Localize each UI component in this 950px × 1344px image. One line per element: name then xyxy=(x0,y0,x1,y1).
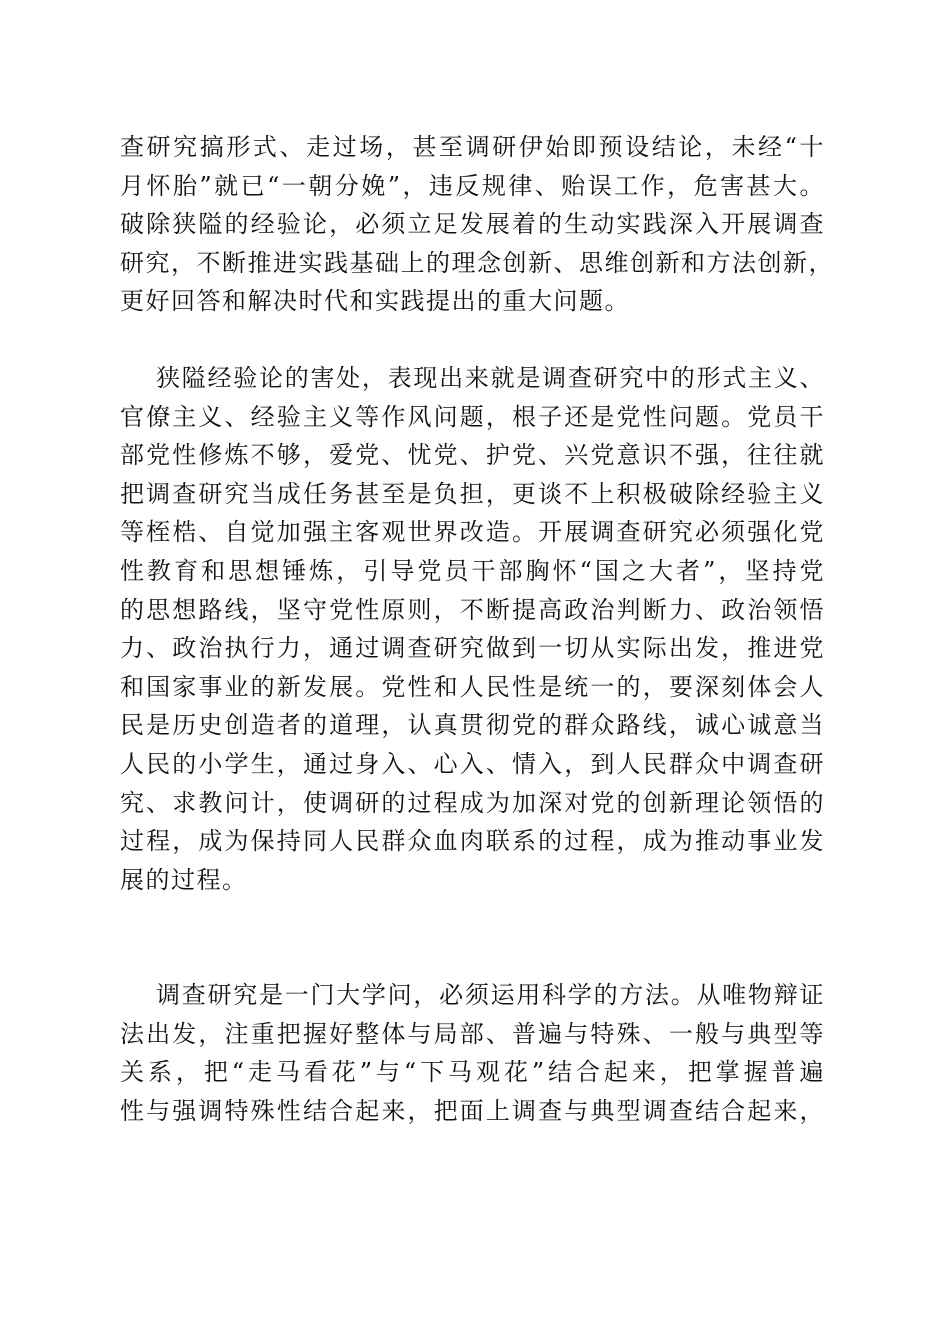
text-line: 和国家事业的新发展。党性和人民性是统一的，要深刻体会人 xyxy=(120,672,825,701)
text-line: 民是历史创造者的道理，认真贯彻党的群众路线，诚心诚意当 xyxy=(120,711,825,740)
text-line: 狭隘经验论的害处，表现出来就是调查研究中的形式主义、 xyxy=(156,364,825,392)
paragraph-scientific-method xyxy=(120,976,825,1130)
text-line: 更好回答和解决时代和实践提出的重大问题。 xyxy=(120,287,630,316)
text-line: 过程，成为保持同人民群众血肉联系的过程，成为推动事业发 xyxy=(120,827,825,856)
text-line: 研究，不断推进实践基础上的理念创新、思维创新和方法创新， xyxy=(120,248,834,277)
paragraph-party-spirit xyxy=(120,359,825,899)
text-line: 月怀胎”就已“一朝分娩”，违反规律、贻误工作，危害甚大。 xyxy=(120,171,825,200)
text-line: 关系，把“走马看花”与“下马观花”结合起来，把掌握普遍 xyxy=(120,1058,825,1087)
text-line: 性与强调特殊性结合起来，把面上调查与典型调查结合起来， xyxy=(120,1096,825,1125)
text-line: 法出发，注重把握好整体与局部、普遍与特殊、一般与典型等 xyxy=(120,1019,825,1048)
text-line: 查研究搞形式、走过场，甚至调研伊始即预设结论，未经“十 xyxy=(120,133,825,161)
text-line: 等桎梏、自觉加强主客观世界改造。开展调查研究必须强化党 xyxy=(120,518,825,547)
text-line: 人民的小学生，通过身入、心入、情入，到人民群众中调查研 xyxy=(120,749,825,778)
text-line: 破除狭隘的经验论，必须立足发展着的生动实践深入开展调查 xyxy=(120,210,825,239)
text-line: 部党性修炼不够，爱党、忧党、护党、兴党意识不强，往往就 xyxy=(120,441,825,470)
text-line: 的思想路线，坚守党性原则，不断提高政治判断力、政治领悟 xyxy=(120,595,825,624)
paragraph-continuation xyxy=(120,128,834,321)
text-line: 力、政治执行力，通过调查研究做到一切从实际出发，推进党 xyxy=(120,634,825,663)
text-line: 究、求教问计，使调研的过程成为加深对党的创新理论领悟的 xyxy=(120,788,825,817)
text-line: 官僚主义、经验主义等作风问题，根子还是党性问题。党员干 xyxy=(120,402,825,431)
text-line: 性教育和思想锤炼，引导党员干部胸怀“国之大者”，坚持党 xyxy=(120,556,825,585)
text-line: 展的过程。 xyxy=(120,865,248,894)
text-line: 把调查研究当成任务甚至是负担，更谈不上积极破除经验主义 xyxy=(120,479,825,508)
text-line: 调查研究是一门大学问，必须运用科学的方法。从唯物辩证 xyxy=(156,981,825,1009)
